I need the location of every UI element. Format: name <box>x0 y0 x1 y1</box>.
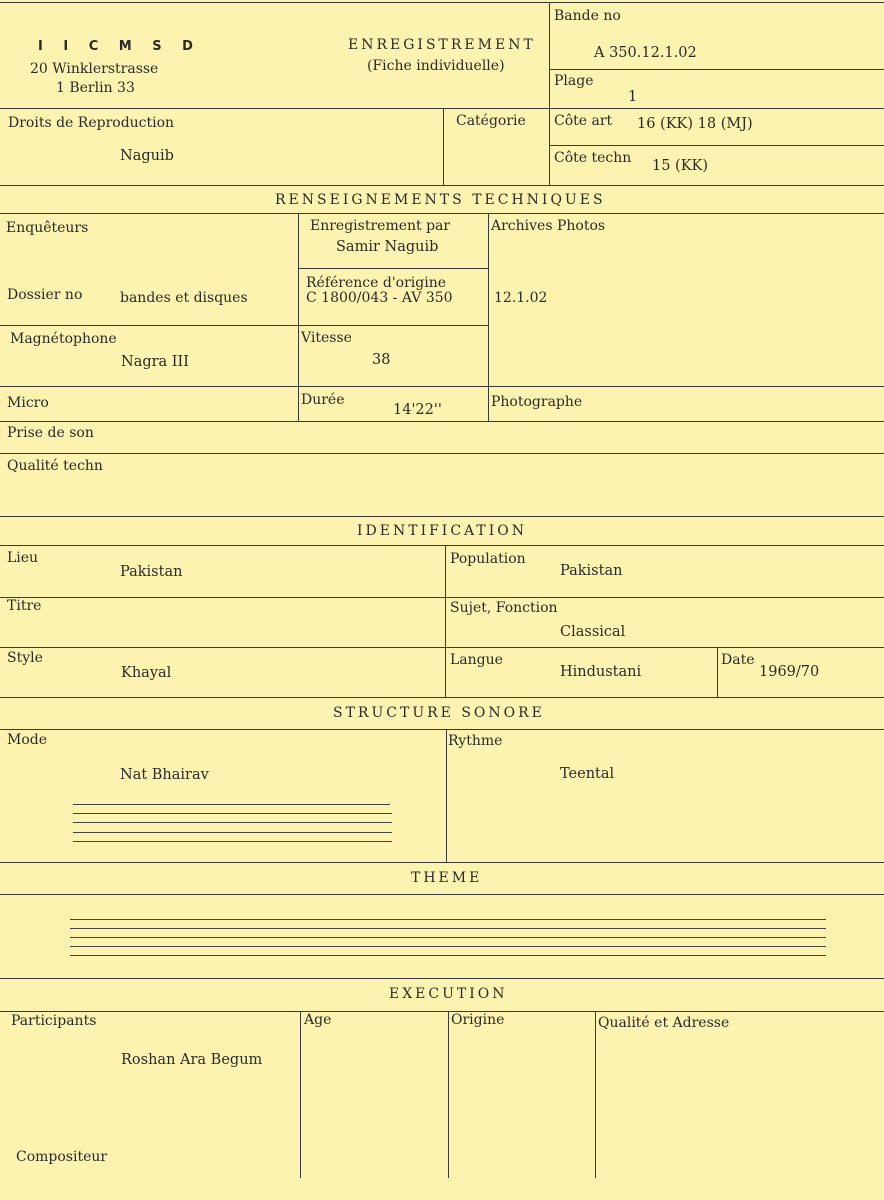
rule <box>0 597 884 598</box>
vitesse-label: Vitesse <box>301 330 352 346</box>
rule <box>0 108 884 109</box>
participants-value: Roshan Ara Begum <box>121 1052 263 1068</box>
age-label: Age <box>304 1012 332 1028</box>
rule <box>446 729 447 862</box>
org-name: I I C M S D <box>38 39 201 54</box>
top-border <box>0 2 884 3</box>
rule <box>0 213 884 214</box>
org-street: 20 Winklerstrasse <box>30 61 159 77</box>
rule <box>595 1011 596 1178</box>
enregistrement-par-label: Enregistrement par <box>310 218 451 234</box>
bande-value: A 350.12.1.02 <box>594 45 697 61</box>
rule <box>298 213 299 421</box>
enqueteurs-label: Enquêteurs <box>6 220 89 236</box>
langue-value: Hindustani <box>560 664 642 680</box>
langue-label: Langue <box>450 652 503 668</box>
section-heading-structure: STRUCTURE SONORE <box>333 705 545 721</box>
rule <box>549 145 884 146</box>
form-title: ENREGISTREMENT <box>348 37 536 53</box>
qualite-techn-label: Qualité techn <box>7 458 103 474</box>
rythme-value: Teental <box>560 766 615 782</box>
date-label: Date <box>721 652 755 668</box>
rights-label: Droits de Reproduction <box>8 115 175 131</box>
duree-label: Durée <box>301 392 345 408</box>
rule <box>298 268 488 269</box>
sujet-value: Classical <box>560 624 626 640</box>
cote-art-label: Côte art <box>554 113 613 129</box>
plage-value: 1 <box>628 89 638 105</box>
micro-label: Micro <box>7 395 49 411</box>
rule <box>0 516 884 517</box>
qualite-adresse-label: Qualité et Adresse <box>598 1015 730 1031</box>
origine-label: Origine <box>451 1012 505 1028</box>
rule <box>549 69 884 70</box>
cote-techn-label: Côte techn <box>554 150 632 166</box>
lieu-value: Pakistan <box>120 564 183 580</box>
rule <box>549 2 550 185</box>
date-value: 1969/70 <box>759 664 820 680</box>
cote-techn-value: 15 (KK) <box>652 158 709 174</box>
population-label: Population <box>450 551 526 567</box>
lieu-label: Lieu <box>7 550 39 566</box>
vitesse-value: 38 <box>372 352 391 368</box>
bande-label: Bande no <box>554 8 621 24</box>
rule <box>0 862 884 863</box>
rule <box>0 697 884 698</box>
rule <box>0 978 884 979</box>
participants-label: Participants <box>11 1013 97 1029</box>
form-subtitle: (Fiche individuelle) <box>367 58 505 74</box>
magnetophone-value: Nagra III <box>121 354 189 370</box>
reference-value-continued: 12.1.02 <box>494 290 548 306</box>
population-value: Pakistan <box>560 563 623 579</box>
rythme-label: Rythme <box>448 733 503 749</box>
rule <box>443 108 444 185</box>
magnetophone-label: Magnétophone <box>10 331 117 347</box>
photographe-label: Photographe <box>491 394 583 410</box>
section-heading-technical: RENSEIGNEMENTS TECHNIQUES <box>275 192 606 208</box>
section-heading-identification: IDENTIFICATION <box>357 523 527 539</box>
categorie-label: Catégorie <box>456 113 526 129</box>
rule <box>0 894 884 895</box>
dossier-label: Dossier no <box>7 287 83 303</box>
mode-value: Nat Bhairav <box>120 767 209 783</box>
section-heading-execution: EXECUTION <box>389 986 508 1002</box>
org-city: 1 Berlin 33 <box>56 80 135 96</box>
enregistrement-par-value: Samir Naguib <box>336 239 439 255</box>
section-heading-theme: THEME <box>411 870 483 886</box>
rule <box>300 1011 301 1178</box>
rule <box>445 545 446 697</box>
rule <box>0 421 884 422</box>
rule <box>0 325 488 326</box>
rule <box>0 647 884 648</box>
rule <box>0 453 884 454</box>
plage-label: Plage <box>554 73 594 89</box>
titre-label: Titre <box>7 598 42 614</box>
rule <box>0 545 884 546</box>
rule <box>717 647 718 697</box>
rule <box>0 185 884 186</box>
mode-label: Mode <box>7 732 48 748</box>
sujet-label: Sujet, Fonction <box>450 600 558 616</box>
rule <box>0 729 884 730</box>
rights-value: Naguib <box>120 148 174 164</box>
rule <box>448 1011 449 1178</box>
archives-photos-label: Archives Photos <box>491 218 606 234</box>
reference-value: C 1800/043 - AV 350 <box>306 290 453 306</box>
prise-de-son-label: Prise de son <box>7 425 94 441</box>
style-value: Khayal <box>121 665 172 681</box>
rule <box>0 1011 884 1012</box>
compositeur-label: Compositeur <box>16 1149 108 1165</box>
style-label: Style <box>7 650 43 666</box>
rule <box>0 386 884 387</box>
duree-value: 14'22'' <box>393 402 442 418</box>
rule <box>488 213 489 421</box>
dossier-value: bandes et disques <box>120 290 248 306</box>
cote-art-value: 16 (KK) 18 (MJ) <box>637 116 753 132</box>
reference-label: Référence d'origine <box>306 275 447 291</box>
